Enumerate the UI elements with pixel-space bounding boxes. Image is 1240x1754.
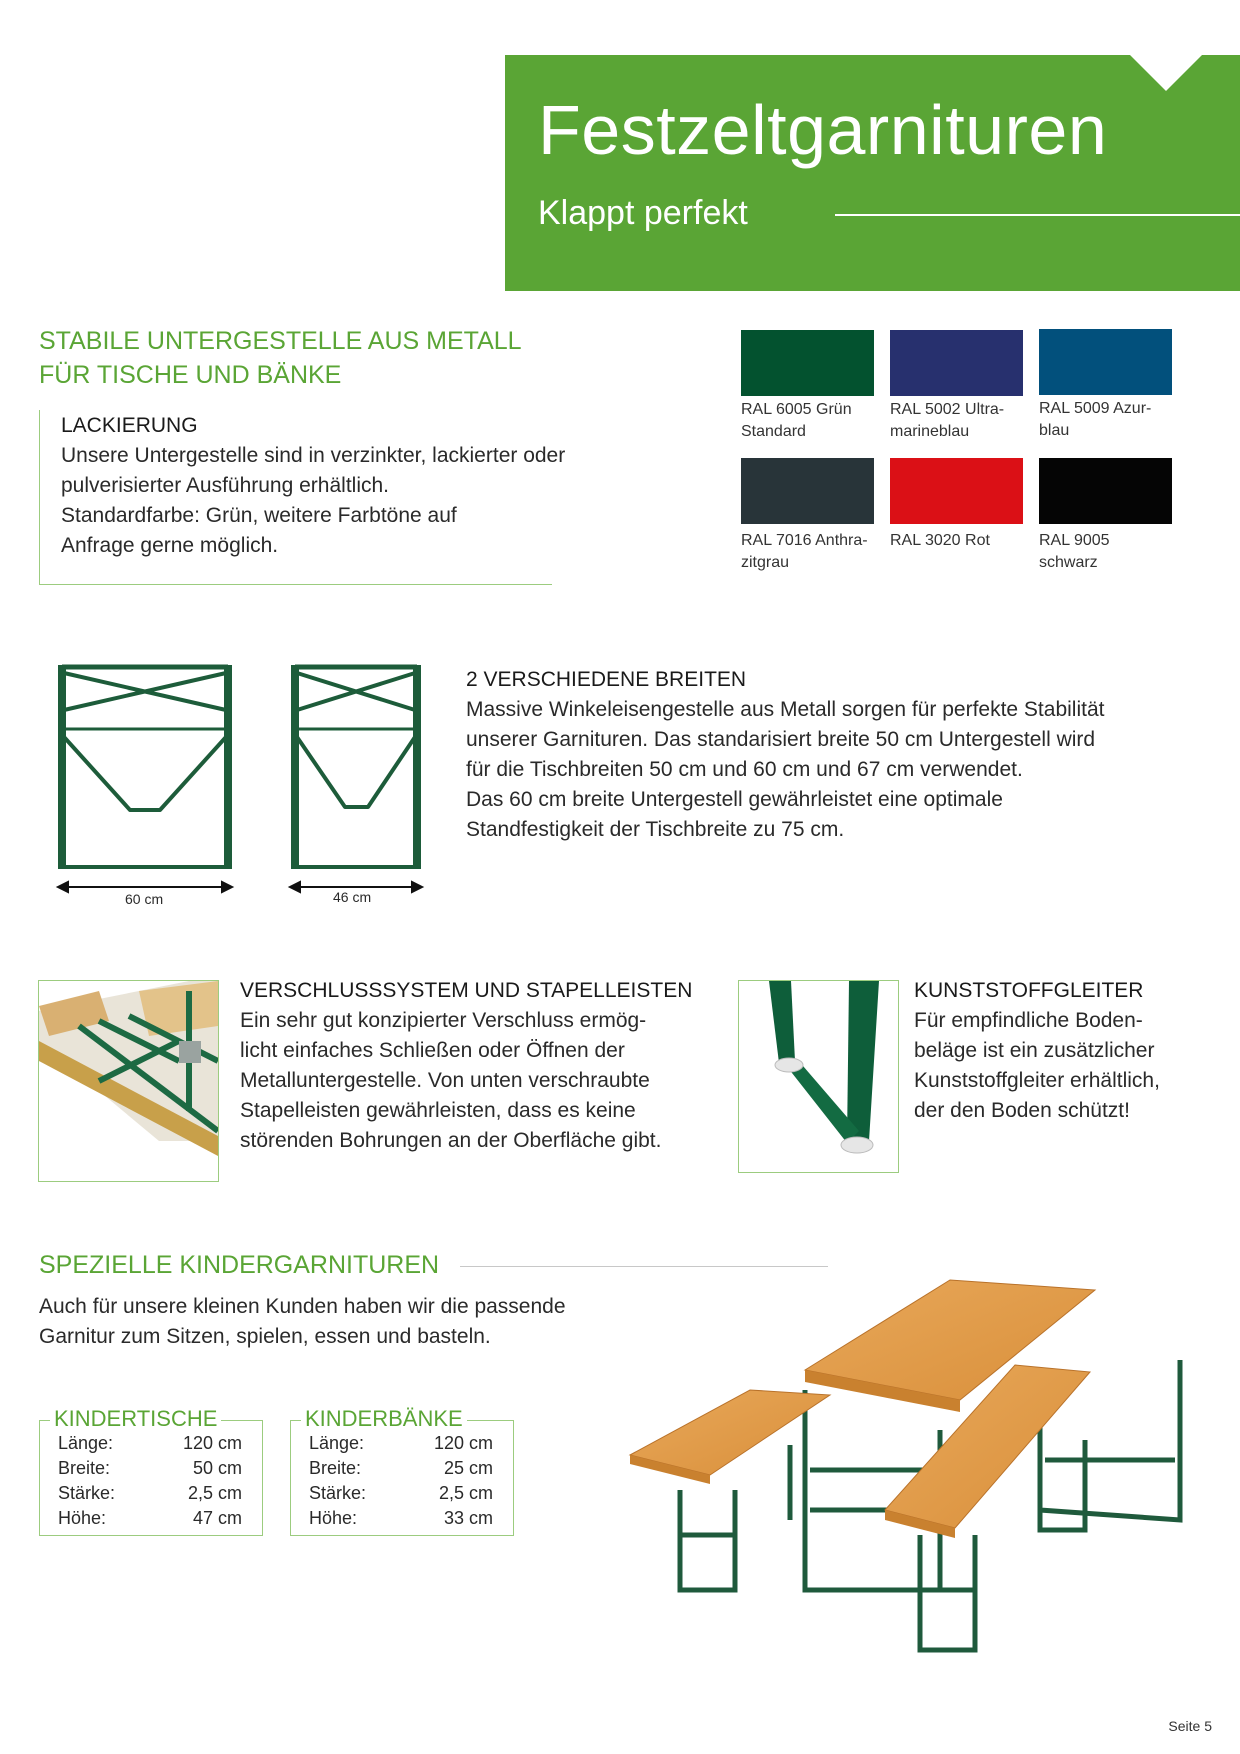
glider-heading: KUNSTSTOFFGLEITER — [914, 979, 1144, 1002]
frame-60cm-drawing — [58, 665, 232, 867]
spec-row: Länge: 120 cm — [58, 1433, 242, 1453]
lock-photo-illustration — [39, 981, 218, 1181]
lock-heading: VERSCHLUSSSYSTEM UND STAPELLEISTEN — [240, 979, 693, 1002]
lock-photo — [38, 980, 219, 1182]
page-title: Festzeltgarnituren — [538, 91, 1108, 169]
lock-text: Ein sehr gut konzipierter Verschluss ermög- licht einfaches Schließen oder Öffnen der Metalluntergestelle. Von unten verschraubte Stapelleisten gewährleisten, dass es keine störenden Bohrungen an der Oberfläche gibt. — [240, 1009, 662, 1152]
kids-text: Auch für unsere kleinen Kunden haben wir die passende Garnitur zum Sitzen, spielen, essen und basteln. — [39, 1295, 566, 1348]
widths-text: Massive Winkeleisengestelle aus Metall sorgen für perfekte Stabilität unserer Garnituren. Das standarisiert breite 50 cm Untergestell wird für die Tischbreiten 50 cm und 60 cm und 67 cm verwendet. Das 60 cm breite Untergestell gewährleistet eine optimale Standfestigkeit der Tischbreite zu 75 cm. — [466, 698, 1105, 841]
spec-row: Breite: 50 cm — [58, 1458, 242, 1478]
kids-benches-spec — [290, 1406, 514, 1536]
swatch-label: RAL 5009 Azur- blau — [1039, 400, 1152, 439]
page-subtitle: Klappt perfekt — [538, 194, 748, 232]
glider-photo — [738, 980, 899, 1173]
lackierung-text: Unsere Untergestelle sind in verzinkter, lackierter oder pulverisierter Ausführung erhältlich. Standardfarbe: Grün, weitere Farbtöne auf Anfrage gerne möglich. — [61, 444, 566, 557]
lackierung-rule-vertical — [39, 410, 40, 585]
swatch-label: RAL 7016 Anthra- zitgrau — [741, 532, 868, 571]
spec-row: Breite: 25 cm — [309, 1458, 493, 1478]
swatch-label: RAL 9005 schwarz — [1039, 532, 1110, 571]
swatch-ral-9005 — [1039, 458, 1172, 524]
spec-row: Stärke: 2,5 cm — [58, 1483, 242, 1503]
kids-tables-spec — [39, 1406, 263, 1536]
metal-heading: STABILE UNTERGESTELLE AUS METALL FÜR TISCHE UND BÄNKE — [39, 327, 522, 389]
spec-row: Stärke: 2,5 cm — [309, 1483, 493, 1503]
spec-row: Höhe: 33 cm — [309, 1508, 493, 1528]
swatch-label: RAL 5002 Ultra- marineblau — [890, 401, 1005, 440]
spec-row: Länge: 120 cm — [309, 1433, 493, 1453]
swatch-ral-6005 — [741, 330, 874, 396]
frame-drawings — [50, 655, 440, 915]
glider-text: Für empfindliche Boden- beläge ist ein zusätzlicher Kunststoffgleiter erhältlich, der den Boden schützt! — [914, 1009, 1160, 1122]
kids-heading: SPEZIELLE KINDERGARNITUREN — [39, 1251, 440, 1279]
swatch-label: RAL 6005 Grün Standard — [741, 401, 852, 440]
page-number: Seite 5 — [1168, 1718, 1212, 1734]
kids-heading-rule — [460, 1266, 828, 1267]
kids-set-illustration — [620, 1270, 1220, 1670]
dimension-label-46: 46 cm — [333, 889, 372, 905]
spec-title: KINDERTISCHE — [50, 1405, 221, 1433]
spec-row: Höhe: 47 cm — [58, 1508, 242, 1528]
dimension-label-60: 60 cm — [125, 891, 164, 907]
spec-title: KINDERBÄNKE — [301, 1405, 467, 1433]
swatch-label: RAL 3020 Rot — [890, 532, 990, 549]
frame-46cm-drawing — [291, 665, 421, 867]
lackierung-heading: LACKIERUNG — [61, 414, 198, 437]
swatch-ral-5002 — [890, 330, 1023, 396]
glider-photo-illustration — [739, 981, 898, 1172]
swatch-ral-5009 — [1039, 329, 1172, 395]
widths-heading: 2 VERSCHIEDENE BREITEN — [466, 668, 747, 691]
swatch-ral-7016 — [741, 458, 874, 524]
subtitle-rule — [835, 214, 1240, 216]
swatch-ral-3020 — [890, 458, 1023, 524]
header-notch — [1130, 55, 1202, 91]
lackierung-rule-horizontal — [39, 584, 552, 585]
